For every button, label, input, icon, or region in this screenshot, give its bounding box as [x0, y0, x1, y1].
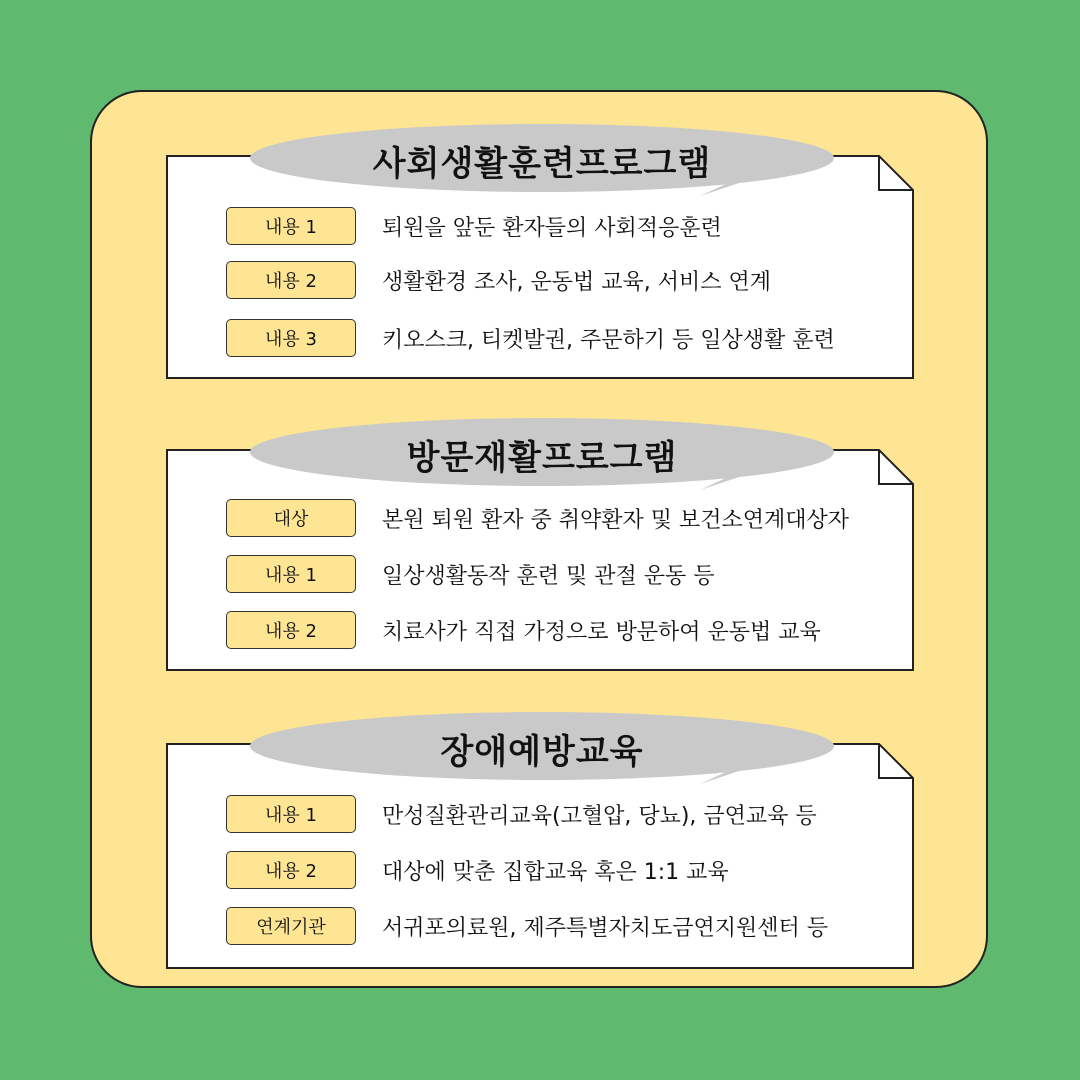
info-row	[226, 260, 771, 300]
section-home-rehab	[166, 420, 914, 674]
row-text: 일상생활동작 훈련 및 관절 운동 등	[382, 563, 715, 589]
row-label-badge: 내용 1	[226, 555, 356, 593]
row-text: 서귀포의료원, 제주특별자치도금연지원센터 등	[382, 915, 829, 941]
info-row	[226, 318, 835, 358]
info-row	[226, 206, 722, 246]
info-row	[226, 498, 849, 538]
row-text: 만성질환관리교육(고혈압, 당뇨), 금연교육 등	[382, 803, 817, 829]
row-label-badge: 내용 1	[226, 795, 356, 833]
section-disability-prevention	[166, 714, 914, 970]
row-text: 치료사가 직접 가정으로 방문하여 운동법 교육	[382, 619, 821, 645]
row-label-badge: 대상	[226, 499, 356, 537]
info-row	[226, 906, 828, 946]
row-text: 퇴원을 앞둔 환자들의 사회적응훈련	[382, 215, 722, 241]
info-row	[226, 554, 715, 594]
row-label-badge: 내용 2	[226, 261, 356, 299]
row-text: 대상에 맞춘 집합교육 혹은 1:1 교육	[382, 859, 729, 885]
row-text: 생활환경 조사, 운동법 교육, 서비스 연계	[382, 269, 771, 295]
row-text: 본원 퇴원 환자 중 취약환자 및 보건소연계대상자	[382, 507, 850, 533]
section-title: 사회생활훈련프로그램	[372, 144, 712, 184]
row-label-badge: 연계기관	[226, 907, 356, 945]
info-row	[226, 610, 821, 650]
row-label-badge: 내용 1	[226, 207, 356, 245]
row-label-badge: 내용 3	[226, 319, 356, 357]
row-text: 키오스크, 티켓발권, 주문하기 등 일상생활 훈련	[382, 327, 835, 353]
info-row	[226, 794, 817, 834]
section-title: 방문재활프로그램	[406, 438, 678, 478]
row-label-badge: 내용 2	[226, 611, 356, 649]
row-label-badge: 내용 2	[226, 851, 356, 889]
info-row	[226, 850, 729, 890]
section-social-training	[166, 126, 914, 382]
section-title: 장애예방교육	[440, 732, 644, 772]
